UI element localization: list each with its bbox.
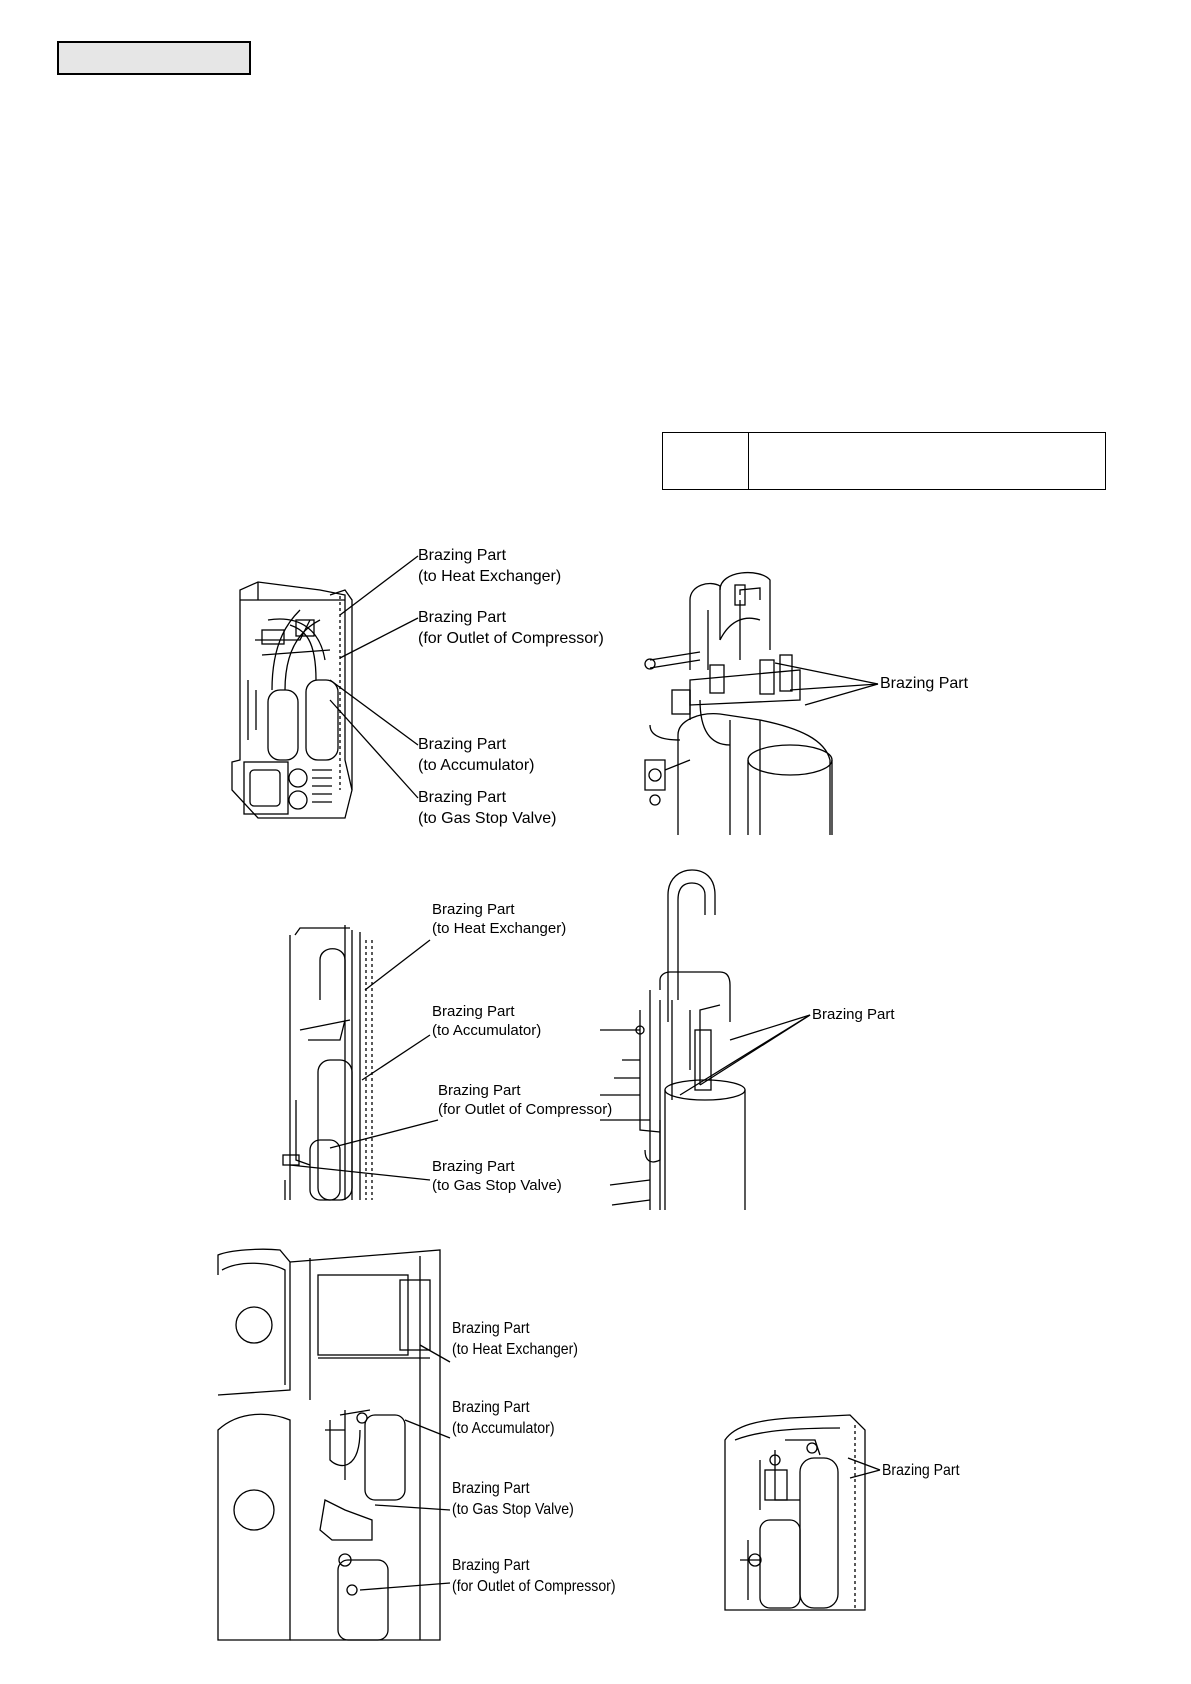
fig2-unit-illustration	[283, 925, 372, 1200]
label-line1: Brazing Part	[452, 1399, 530, 1416]
label-line2: (to Heat Exchanger)	[432, 920, 567, 937]
fig1-detail-leader-lines	[775, 663, 878, 705]
label-line2: (to Gas Stop Valve)	[432, 1177, 562, 1194]
fig3-label-compressor-outlet	[452, 1555, 616, 1597]
label-line1: Brazing Part	[432, 1003, 515, 1020]
fig2-detail-label: Brazing Part	[812, 1006, 895, 1023]
fig3-unit-illustration	[218, 1249, 440, 1640]
label-line1: Brazing Part	[438, 1082, 521, 1099]
fig1-label-gas-stop-valve	[418, 787, 556, 829]
label-line1: Brazing Part	[432, 1158, 515, 1175]
fig1-detail-illustration	[645, 573, 832, 835]
label-line2: (for Outlet of Compressor)	[418, 630, 604, 647]
fig2-label-compressor-outlet	[438, 1081, 612, 1119]
label-line2: (for Outlet of Compressor)	[452, 1578, 616, 1595]
fig3-detail-label: Brazing Part	[882, 1462, 960, 1479]
fig1-unit-illustration	[232, 582, 352, 818]
fig1-label-accumulator	[418, 734, 534, 776]
label-line2: (to Accumulator)	[452, 1420, 555, 1437]
label-line2: (to Heat Exchanger)	[452, 1341, 579, 1358]
fig3-label-accumulator	[452, 1397, 555, 1439]
label-line1: Brazing Part	[418, 789, 507, 806]
label-line1: Brazing Part	[452, 1480, 530, 1497]
label-line2: (to Gas Stop Valve)	[418, 810, 557, 827]
fig3-label-heat-exchanger	[452, 1318, 578, 1360]
label-line1: Brazing Part	[418, 609, 507, 626]
label-line2: (to Heat Exchanger)	[418, 568, 562, 585]
label-line2: (for Outlet of Compressor)	[438, 1101, 613, 1118]
fig2-detail-illustration	[600, 870, 745, 1210]
label-line1: Brazing Part	[452, 1557, 530, 1574]
label-line2: (to Accumulator)	[432, 1022, 542, 1039]
fig1-label-heat-exchanger	[418, 545, 561, 587]
fig1-label-compressor-outlet	[418, 607, 604, 649]
fig2-label-gas-stop-valve	[432, 1157, 562, 1195]
fig3-label-gas-stop-valve	[452, 1478, 574, 1520]
fig1-leader-lines	[330, 556, 418, 798]
fig3-detail-illustration	[725, 1415, 865, 1610]
label-line1: Brazing Part	[418, 736, 507, 753]
fig3-detail-leader-lines	[848, 1458, 880, 1478]
label-line2: (to Accumulator)	[418, 757, 535, 774]
label-line1: Brazing Part	[418, 547, 507, 564]
label-line1: Brazing Part	[452, 1320, 530, 1337]
fig2-label-accumulator	[432, 1002, 541, 1040]
fig2-label-heat-exchanger	[432, 900, 566, 938]
label-line2: (to Gas Stop Valve)	[452, 1501, 574, 1518]
fig1-detail-label: Brazing Part	[880, 675, 969, 692]
label-line1: Brazing Part	[432, 901, 515, 918]
